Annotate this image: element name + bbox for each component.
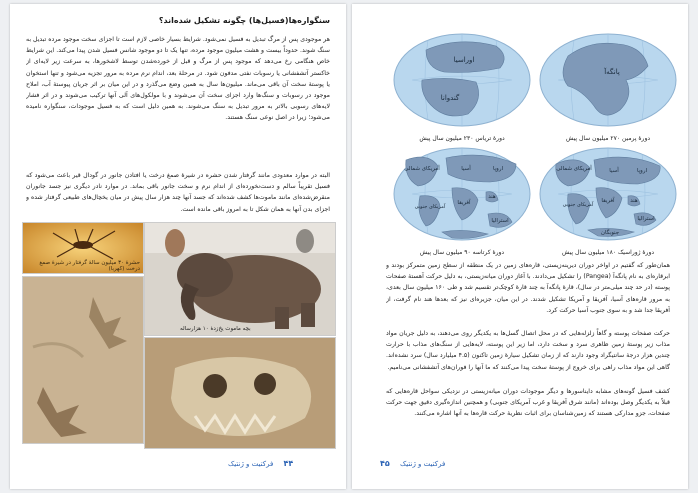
map-triassic-label-eurasia: اوراسیا <box>453 56 475 64</box>
map-cretaceous-caption: دورهٔ کرتاسه ۹۰ میلیون سال پیش <box>419 249 505 256</box>
mammoth-photo <box>144 222 336 336</box>
insect-caption: حشرهٔ ۳۰ میلیون سالهٔ گرفتار در شیرهٔ صمغ درخت (کهربا) <box>39 260 140 272</box>
map-permian-globe <box>538 30 678 130</box>
map-triassic-label-gondwana: گندوانا <box>440 94 460 102</box>
map-jurassic-label-north-america: آمریکای شمالی <box>556 166 592 172</box>
map-permian-caption: دورهٔ پرمین ۲۷۰ میلیون سال پیش <box>565 135 651 142</box>
map-permian-label: پانگه‌آ <box>604 68 620 76</box>
right-footer <box>372 459 445 468</box>
plate-tectonics-paragraph: حرکت صفحات پوسته و گاهاً زلزله‌هایی که در محل اتصال گسل‌ها به یکدیگر روی می‌دهند، به دلیل جریان مواد مذاب زیر پوستهٔ زمین ظاهری سرد و سخت دارد، اما زیر این پوسته، لایه‌هایی از سنگ‌های مذاب با حرارت چندین هزار درجهٔ سانتیگراد وجود دارند که از زمان تشکیل سیارهٔ زمین تاکنون (۴.۵ میلیارد سال) سرد نشده‌اند. گاهی این مواد مذاب راهی برای خروج از پوستهٔ سخت پیدا می‌کنند که ما آنها را فوران‌های آتشفشانی می‌نامیم. <box>386 330 670 371</box>
left-footer <box>228 459 301 468</box>
map-cretaceous <box>392 144 532 256</box>
map-jurassic-label-australia: استرالیا <box>637 216 655 222</box>
map-jurassic-label-europe: اروپا <box>636 168 648 174</box>
section-heading: سنگواره‌ها(فسیل‌ها) چگونه تشکیل شده‌اند؟ <box>158 16 330 25</box>
map-jurassic-label-south-america: آمریکای جنوبی <box>562 202 594 208</box>
left-footer-title: فرکتیت و ژنتیک <box>228 460 274 468</box>
map-cretaceous-label-south-america: آمریکای جنوبی <box>414 204 446 210</box>
map-jurassic-label-antarctica: جنوبگان <box>600 230 620 236</box>
map-cretaceous-label-india: هند <box>488 194 496 200</box>
map-cretaceous-label-africa: آفریقا <box>457 200 471 206</box>
map-jurassic-caption: دورهٔ ژوراسیک ۱۸۰ میلیون سال پیش <box>561 249 655 256</box>
map-triassic <box>392 30 532 142</box>
right-page-number: ۴۵ <box>380 459 390 468</box>
left-page <box>10 4 346 489</box>
map-cretaceous-label-asia: آسیا <box>461 166 471 172</box>
map-cretaceous-label-australia: استرالیا <box>491 218 509 224</box>
map-jurassic <box>538 144 678 256</box>
second-paragraph: البته در موارد معدودی مانند گرفتار شدن حشره در شیرهٔ صمغ درخت یا افتادن جانور در گودال قیر باعث می‌شود که فسیل تقریباً سالم و دست‌نخورده‌ای از اندام نرم و سخت جانور باقی بماند. در موارد نادر دیگری نیز جسد جانوران منقرض‌شده‌ای مانند ماموت‌ها کشف شده‌اند که جسد آنها چند هزار سال پیش در میان یخچال‌های طبیعی گرفتار شده و اجزای بدن آنها به همان شکل تا به امروز باقی مانده است. <box>26 172 330 213</box>
map-permian <box>538 30 678 142</box>
map-triassic-globe <box>392 30 532 130</box>
map-jurassic-label-africa: آفریقا <box>601 198 615 204</box>
left-page-number: ۴۴ <box>283 459 294 468</box>
right-page <box>352 4 688 489</box>
map-jurassic-label-india: هند <box>630 198 638 204</box>
map-cretaceous-globe <box>392 144 532 244</box>
map-cretaceous-label-north-america: آمریکای شمالی <box>404 166 440 172</box>
mammoth-caption: بچه ماموت یخ‌زدهٔ ۱۰ هزارساله <box>180 326 251 332</box>
pangea-paragraph: همان‌طور که گفتیم در اواخر دوران دیرینه‌زیستی، قاره‌های زمین در یک منطقه از سطح زمین متمرکز بودند و ابرقاره‌ای به نام پانگه‌آ (Pangea) را تشکیل می‌دادند. با آغاز دوران میانه‌زیستی، به دلیل حرکت آهستهٔ صفحات پوسته (در حد چند میلی‌متر در سال)، قارهٔ پانگه‌آ به چند قارهٔ کوچک‌تر تقسیم شد و طی ۱۶۰ میلیون سال بعدی، به مرور قاره‌های آسیا، آفریقا و آمریکا تشکیل شدند. در این میان، جزیره‌ای نیز که بعدها هند نام گرفت، از آفریقا جدا شد و به سوی جنوب آسیا حرکت کرد. <box>386 262 670 314</box>
intro-paragraph: هر موجودی پس از مرگ تبدیل به فسیل نمی‌شود. شرایط بسیار خاصی لازم است تا اجزای سخت موجود مرده تبدیل به سنگ شوند. حدوداً بیست و هشت میلیون موجود مرده، تنها یک تا دو موجود شانس فسیل شدن پیدا می‌کند. این شرایط خاص هنگامی رخ می‌دهد که موجود پس از مرگ و قبل از خورده‌شدن توسط لاشخورها، به سرعت زیر لایه‌ای از خاکستر آتشفشانی یا رسوبات نفتی مدفون شود. در مرحلهٔ بعد، اندام نرم مرده به مرور تجزیه می‌شود و تنها استخوان یا پوستهٔ سخت آن باقی می‌ماند. میلیون‌ها سال به همین وضع می‌گذرد و در این میان بر اثر جریان پیوستهٔ آب، املاح موجود در رسوبات و سنگ‌ها وارد اجزای سخت آن می‌شوند و با مولکول‌های آلی آنها ترکیب می‌شوند و در اثر فشار لایه‌های رسوبی بالاتر به مرور تبدیل به سنگ می‌شوند. به همین دلیل است که به فسیل موجودات، سنگواره نامیده می‌شود؛ زیرا در اصل نوعی سنگ هستند. <box>26 36 330 122</box>
map-cretaceous-label-europe: اروپا <box>492 166 504 172</box>
dinosaur-footprint-photo <box>22 276 144 444</box>
evidence-paragraph: کشف فسیل گونه‌های مشابه دایناسورها و دیگر موجودات دوران میانه‌زیستی در نزدیکی سواحل قاره‌هایی که قبلاً به یکدیگر وصل بوده‌اند (مانند شرق آفریقا و غرب آمریکای جنوبی) و همچنین اندازه‌گیری دقیق جهت حرکت صفحات، جزو مدارکی هستند که زمین‌شناسان برای اثبات نظریهٔ حرکت قاره‌ها به آنها اشاره می‌کنند. <box>386 388 670 418</box>
map-triassic-caption: دورهٔ تریاس ۲۳۰ میلیون سال پیش <box>419 135 505 142</box>
right-footer-title: فرکتیت و ژنتیک <box>400 460 446 468</box>
fossil-skull-photo <box>144 337 336 449</box>
map-jurassic-globe <box>538 144 678 244</box>
map-jurassic-label-asia: آسیا <box>609 168 619 174</box>
